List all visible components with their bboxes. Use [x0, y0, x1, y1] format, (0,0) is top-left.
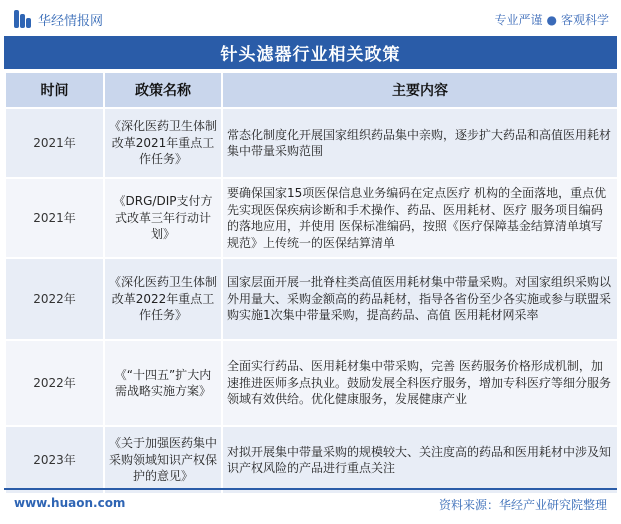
tagline-right: 客观科学	[560, 13, 609, 27]
logo-icon	[14, 10, 32, 28]
row-year: 2021年	[5, 108, 104, 178]
table-row	[5, 426, 618, 494]
row-content: 国家层面开展一批脊柱类高值医用耗材集中带量采购。对国家组织采购以外用量大、采购金额高的药品耗材，指导各省份至少各实施或参与联盟采购实施1次集中带量采购，提高药品、高值 医用耗材网采率	[222, 258, 618, 340]
table-header-row	[5, 72, 618, 108]
tagline-dot-icon: ●	[546, 13, 557, 27]
row-year: 2022年	[5, 258, 104, 340]
footer-divider	[4, 488, 617, 490]
row-content: 全面实行药品、医用耗材集中带采购，完善 医药服务价格形成机制，加速推进医师多点执业。鼓励发展全科医疗服务，增加专科医疗等细分服务领域有效供给。优化健康服务，发展健康产业	[222, 340, 618, 426]
table-row	[5, 340, 618, 426]
row-content: 常态化制度化开展国家组织药品集中亲购，逐步扩大药品和高值医用耗材集中带量采购范围	[222, 108, 618, 178]
row-year: 2021年	[5, 178, 104, 258]
page-title: 针头滤器行业相关政策	[220, 45, 401, 65]
row-year: 2023年	[5, 426, 104, 494]
table-row	[5, 178, 618, 258]
logo-text: 华经情报网	[38, 13, 104, 29]
row-year: 2022年	[5, 340, 104, 426]
tagline-left: 专业严谨	[494, 13, 543, 27]
row-content: 对拟开展集中带量采购的规模较大、关注度高的药品和医用耗材中涉及知识产权风险的产品进行重点关注	[222, 426, 618, 494]
table-row	[5, 108, 618, 178]
tagline	[494, 11, 609, 28]
table-row	[5, 258, 618, 340]
row-policy: 《关于加强医药集中采购领域知识产权保护的意见》	[104, 426, 222, 494]
row-policy: 《深化医药卫生体制改革2022年重点工作任务》	[104, 258, 222, 340]
row-policy: 《DRG/DIP支付方式改革三年行动计划》	[104, 178, 222, 258]
footer	[0, 488, 621, 516]
column-header-content: 主要内容	[222, 72, 618, 108]
row-policy: 《“十四五”扩大内需战略实施方案》	[104, 340, 222, 426]
policy-table	[4, 71, 619, 495]
column-header-time: 时间	[5, 72, 104, 108]
logo	[14, 9, 103, 29]
top-bar	[0, 0, 621, 36]
row-policy: 《深化医药卫生体制改革2021年重点工作任务》	[104, 108, 222, 178]
row-content: 要确保国家15项医保信息业务编码在定点医疗 机构的全面落地，重点优先实现医保疾病诊断和手术操作、药品、医用耗材、医疗 服务项目编码的落地应用，并使用 医保标准编码，按照《医疗保障基金结算清单填写规范》上传统一的医保结算清单	[222, 178, 618, 258]
column-header-policy: 政策名称	[104, 72, 222, 108]
title-bar	[4, 36, 617, 69]
source-note: 资料来源：华经产业研究院整理	[438, 498, 607, 512]
website-link[interactable]: www.huaon.com	[14, 496, 126, 510]
